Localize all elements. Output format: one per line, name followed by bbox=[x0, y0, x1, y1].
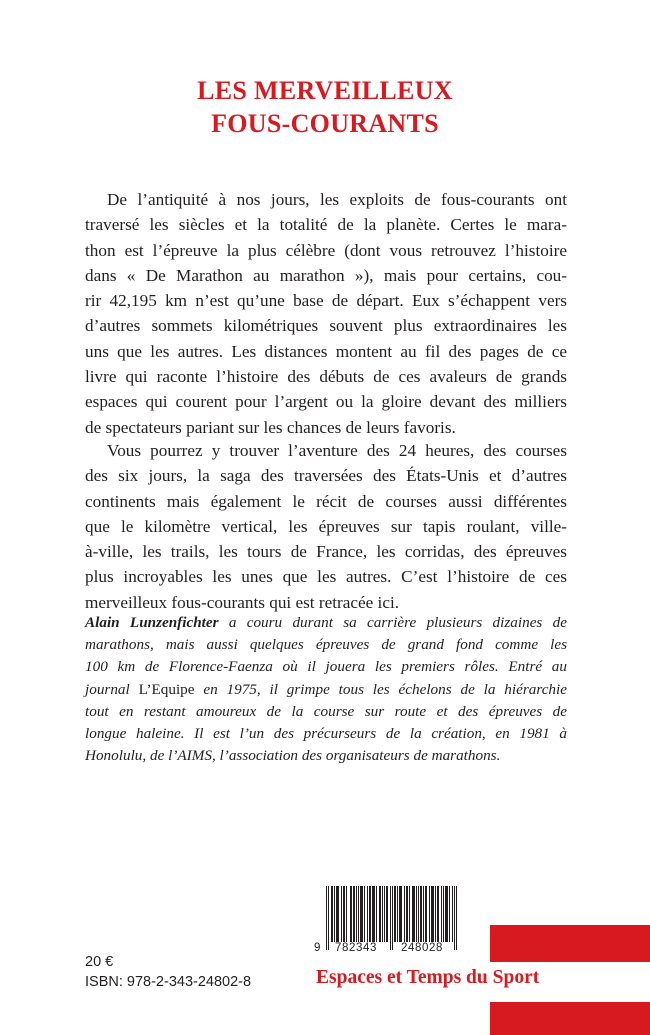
barcode-bar bbox=[416, 886, 417, 942]
barcode-bar bbox=[432, 886, 433, 942]
red-band-bottom bbox=[490, 1002, 650, 1035]
isbn-number: ISBN: 978-2-343-24802-8 bbox=[85, 974, 252, 990]
red-band-top bbox=[490, 925, 650, 962]
barcode-bar bbox=[407, 886, 408, 942]
barcode-bar bbox=[380, 886, 381, 942]
book-title bbox=[0, 74, 650, 140]
barcode-bar bbox=[452, 886, 453, 942]
newspaper-name: L’Equipe bbox=[138, 680, 195, 698]
barcode-bar bbox=[384, 886, 385, 942]
barcode-bar bbox=[394, 886, 395, 942]
text-line: rir 42,195 km n’est qu’une base de départ. Eux s’échappent vers bbox=[85, 291, 567, 311]
barcode-bar bbox=[454, 886, 455, 950]
bio-line bbox=[85, 612, 567, 634]
text-line: dans « De Marathon au marathon »), mais pour certains, cou- bbox=[85, 265, 567, 285]
barcode-bar bbox=[343, 886, 344, 942]
bio-line bbox=[85, 679, 567, 701]
text-line: à-ville, les trails, les tours de France, les corridas, des épreuves bbox=[85, 542, 567, 562]
bio-text: a couru durant sa carrière plusieurs dizaines de bbox=[218, 614, 567, 631]
barcode-bar bbox=[386, 886, 387, 942]
text-line: De l’antiquité à nos jours, les exploits de fous-courants ont bbox=[107, 190, 567, 209]
barcode-bar bbox=[364, 886, 365, 942]
barcode-digit-first: 9 bbox=[314, 942, 321, 954]
text-line: uns que les autres. Les distances montent au fil des pages de ce bbox=[85, 341, 567, 361]
barcode-bar bbox=[372, 886, 373, 942]
barcode-bar bbox=[367, 886, 368, 942]
barcode-bar bbox=[456, 886, 457, 950]
text-line: plus incroyables les unes que les autres. C’est l’histoire de ces bbox=[85, 567, 567, 587]
barcode-bar bbox=[418, 886, 419, 942]
barcode-bar bbox=[374, 886, 375, 942]
barcode-bar bbox=[437, 886, 438, 942]
text-line: traversé les siècles et la totalité de la planète. Certes le mara- bbox=[85, 215, 567, 235]
barcode-bar bbox=[350, 886, 351, 942]
barcode-bar bbox=[376, 886, 377, 942]
barcode-bar bbox=[425, 886, 426, 942]
barcode-digits-group-2: 248028 bbox=[401, 942, 443, 954]
barcode-bar bbox=[351, 886, 352, 942]
barcode-bar bbox=[361, 886, 362, 942]
barcode-bar bbox=[334, 886, 335, 942]
barcode-bar bbox=[443, 886, 444, 942]
barcode-bar bbox=[336, 886, 337, 942]
text-line: des six jours, la saga des traversées des États-Unis et d’autres bbox=[85, 466, 567, 486]
author-biography bbox=[85, 612, 567, 767]
barcode-bar bbox=[338, 886, 339, 942]
barcode-bar bbox=[356, 886, 357, 942]
barcode-bar bbox=[328, 886, 329, 950]
bio-line: longue haleine. Il est l’un des précurseurs de la création, en 1981 à bbox=[85, 725, 567, 743]
barcode-bar bbox=[344, 886, 345, 942]
bio-text: journal bbox=[85, 680, 139, 698]
barcode-bar bbox=[447, 886, 448, 942]
barcode-bar bbox=[435, 886, 436, 942]
barcode-bar bbox=[326, 886, 327, 950]
barcode-bar bbox=[449, 886, 450, 942]
summary-paragraph-1 bbox=[85, 187, 567, 440]
barcode-bar bbox=[421, 886, 422, 942]
barcode-bar bbox=[337, 886, 338, 942]
barcode-bar bbox=[401, 886, 402, 942]
summary-paragraph-2 bbox=[85, 438, 567, 615]
barcode-bar bbox=[397, 886, 398, 942]
bio-line: Honolulu, de l’AIMS, l’association des organisateurs de marathons. bbox=[85, 747, 501, 765]
author-name: Alain Lunzenfichter bbox=[85, 614, 219, 631]
barcode-bar bbox=[379, 886, 380, 942]
barcode-bar bbox=[404, 886, 405, 942]
barcode-bar bbox=[438, 886, 439, 942]
barcode-bar bbox=[392, 886, 393, 950]
barcode-bar bbox=[412, 886, 413, 942]
text-line: Vous pourrez y trouver l’aventure des 24 heures, des courses bbox=[107, 441, 567, 460]
text-line: d’autres sommets kilométriques souvent plus extraordinaires les bbox=[85, 316, 567, 336]
text-line: continents mais également le récit de courses aussi différentes bbox=[85, 491, 567, 511]
bio-line: tout en restant amoureux de la course sur route et des épreuves de bbox=[85, 702, 567, 720]
text-line: thon est l’épreuve la plus célèbre (dont vous retrouvez l’histoire bbox=[85, 240, 567, 260]
barcode-bar bbox=[413, 886, 414, 942]
barcode-bar bbox=[426, 886, 427, 942]
barcode-bar bbox=[387, 886, 388, 942]
barcode-bar bbox=[433, 886, 434, 942]
barcode-bar bbox=[360, 886, 361, 942]
bio-text: en 1975, il grimpe tous les échelons de la hiérarchie bbox=[194, 680, 567, 698]
text-line: livre qui raconte l’histoire des débuts de ces avaleurs de grands bbox=[85, 367, 567, 387]
barcode-bar bbox=[414, 886, 415, 942]
barcode-bar bbox=[369, 886, 370, 942]
barcode-bar bbox=[332, 886, 333, 942]
text-line: que le kilomètre vertical, les épreuves sur tapis roulant, ville- bbox=[85, 516, 567, 536]
book-title-line-1: LES MERVEILLEUX bbox=[197, 76, 453, 105]
barcode-digits-group-1: 782343 bbox=[335, 942, 377, 954]
barcode-bar bbox=[390, 886, 391, 950]
barcode-bar bbox=[362, 886, 363, 942]
price: 20 € bbox=[85, 954, 114, 970]
barcode-bar bbox=[358, 886, 359, 942]
barcode-bar bbox=[445, 886, 446, 942]
barcode-bar bbox=[420, 886, 421, 942]
barcode-bar bbox=[370, 886, 371, 942]
isbn-barcode bbox=[312, 886, 472, 958]
barcode-bar bbox=[382, 886, 383, 942]
barcode-bar bbox=[399, 886, 400, 942]
text-line: merveilleux fous-courants qui est retracée ici. bbox=[85, 592, 400, 612]
barcode-bar bbox=[346, 886, 347, 942]
collection-name: Espaces et Temps du Sport bbox=[316, 967, 540, 988]
barcode-bar bbox=[400, 886, 401, 942]
barcode-bar bbox=[423, 886, 424, 942]
bio-line: 100 km de Florence-Faenza où il jouera les premiers rôles. Entré au bbox=[85, 658, 567, 676]
barcode-bar bbox=[341, 886, 342, 942]
barcode-bar bbox=[429, 886, 430, 942]
barcode-bar bbox=[446, 886, 447, 942]
barcode-bar bbox=[354, 886, 355, 942]
barcode-bar bbox=[441, 886, 442, 942]
barcode-bar bbox=[409, 886, 410, 942]
barcode-bar bbox=[431, 886, 432, 942]
book-title-line-2: FOUS-COURANTS bbox=[211, 109, 439, 138]
bio-line: marathons, mais aussi quelques épreuves de grand fond comme les bbox=[85, 636, 567, 654]
barcode-bar bbox=[406, 886, 407, 942]
barcode-bar bbox=[373, 886, 374, 942]
barcode-bar bbox=[331, 886, 332, 942]
barcode-bar bbox=[353, 886, 354, 942]
barcode-bar bbox=[395, 886, 396, 942]
text-line: de spectateurs pariant sur les chances de leurs favoris. bbox=[85, 417, 456, 437]
text-line: espaces qui courent pour l’argent ou la gloire devant des milliers bbox=[85, 392, 567, 412]
